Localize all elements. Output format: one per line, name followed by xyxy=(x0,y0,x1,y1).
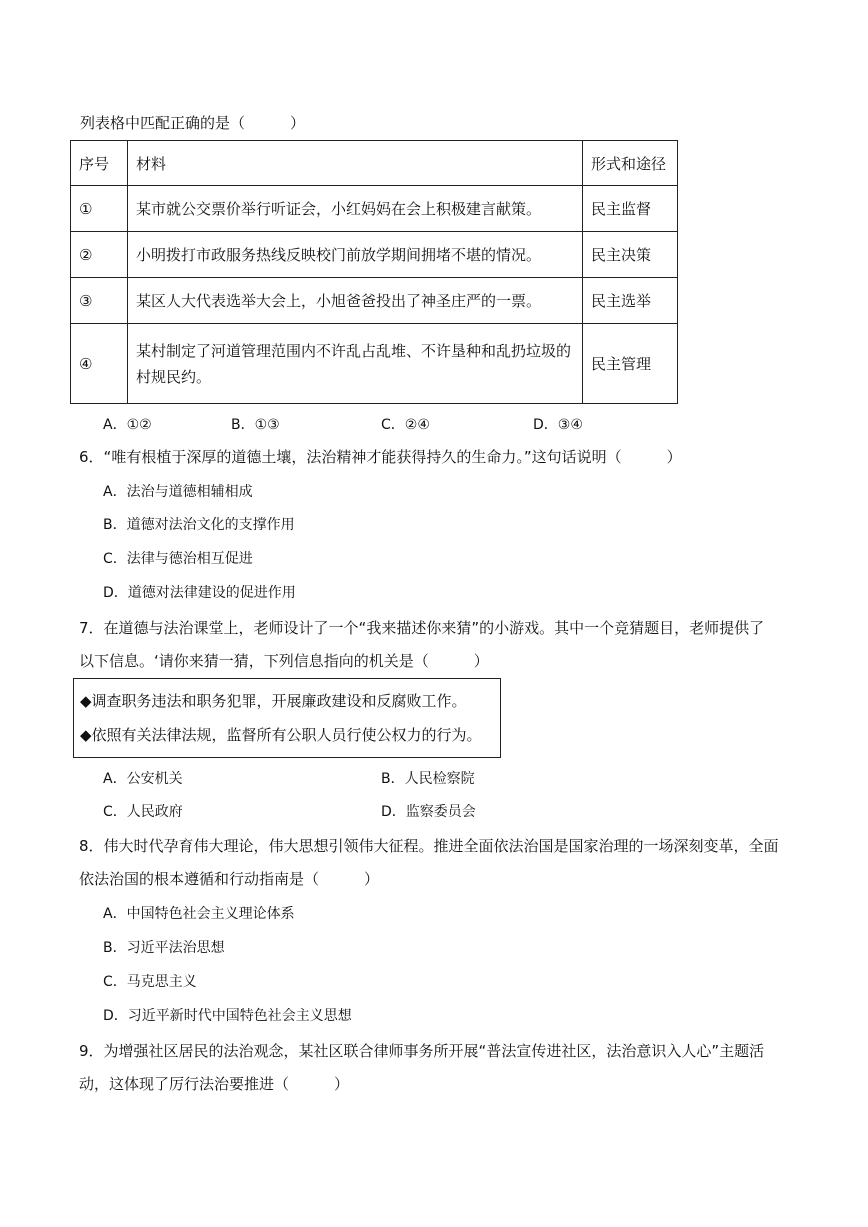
q8-stem-line2: 依法治国的根本遵循和行动指南是（ ） xyxy=(79,870,380,888)
option-d[interactable]: D．监察委员会 xyxy=(381,804,476,820)
row-form: 民主选举 xyxy=(583,278,678,324)
row-material: 某市就公交票价举行听证会，小红妈妈在会上积极建言献策。 xyxy=(128,186,583,232)
table-row xyxy=(71,278,678,324)
row-form: 民主管理 xyxy=(583,324,678,404)
info-item: ◆调查职务违法和职务犯罪，开展廉政建设和反腐败工作。 xyxy=(80,692,467,710)
table-row xyxy=(71,186,678,232)
q7-stem-line1: 7．在道德与法治课堂上，老师设计了一个“我来描述你来猜”的小游戏。其中一个竞猜题目，老师提供了 xyxy=(79,619,765,637)
row-material: 某村制定了河道管理范围内不许乱占乱堆、不许垦种和乱扔垃圾的 xyxy=(136,341,572,360)
header-num: 序号 xyxy=(71,141,128,186)
q9-stem-line1: 9．为增强社区居民的法治观念，某社区联合律师事务所开展“普法宣传进社区，法治意识入人心”主题活 xyxy=(79,1042,765,1060)
row-material: 某区人大代表选举大会上，小旭爸爸投出了神圣庄严的一票。 xyxy=(128,278,583,324)
option-a[interactable]: A．①② xyxy=(103,417,152,433)
table-row xyxy=(71,232,678,278)
q7-info-box xyxy=(73,678,501,758)
q6-stem: 6．“唯有根植于深厚的道德土壤，法治精神才能获得持久的生命力。”这句话说明（ ） xyxy=(79,448,682,466)
header-form: 形式和途径 xyxy=(583,141,678,186)
option-a[interactable]: A．公安机关 xyxy=(103,771,183,787)
row-num: ④ xyxy=(71,324,128,404)
row-num: ① xyxy=(71,186,128,232)
q9-stem-line2: 动，这体现了厉行法治要推进（ ） xyxy=(79,1075,350,1093)
q8-option-c[interactable]: C．马克思主义 xyxy=(103,974,197,990)
row-material-cell xyxy=(128,324,583,404)
table-header-row xyxy=(71,141,678,186)
option-b[interactable]: B．人民检察院 xyxy=(381,771,475,787)
option-b[interactable]: B．①③ xyxy=(231,417,280,433)
q8-stem-line1: 8．伟大时代孕育伟大理论，伟大思想引领伟大征程。推进全面依法治国是国家治理的一场深刻变革，全面 xyxy=(79,837,779,855)
q8-option-a[interactable]: A．中国特色社会主义理论体系 xyxy=(103,906,295,922)
row-num: ③ xyxy=(71,278,128,324)
row-form: 民主决策 xyxy=(583,232,678,278)
q5-stem: 列表格中匹配正确的是（ ） xyxy=(80,114,306,132)
q7-options-row1 xyxy=(103,768,603,788)
q7-options-row2 xyxy=(103,801,603,821)
header-material: 材料 xyxy=(128,141,583,186)
row-num: ② xyxy=(71,232,128,278)
q6-option-b[interactable]: B．道德对法治文化的支撑作用 xyxy=(103,517,295,533)
row-material: 小明拨打市政服务热线反映校门前放学期间拥堵不堪的情况。 xyxy=(128,232,583,278)
q8-option-d[interactable]: D．习近平新时代中国特色社会主义思想 xyxy=(103,1008,352,1024)
option-d[interactable]: D．③④ xyxy=(533,417,583,433)
q7-stem-line2: 以下信息。‘请你来猜一猜，下列信息指向的机关是（ ） xyxy=(79,652,489,670)
q6-option-a[interactable]: A．法治与道德相辅相成 xyxy=(103,484,253,500)
option-c[interactable]: C．②④ xyxy=(381,417,430,433)
q5-table xyxy=(70,140,678,404)
q8-option-b[interactable]: B．习近平法治思想 xyxy=(103,940,225,956)
option-c[interactable]: C．人民政府 xyxy=(103,804,183,820)
q6-option-c[interactable]: C．法律与德治相互促进 xyxy=(103,551,253,567)
row-material-cont: 村规民约。 xyxy=(136,367,212,386)
table-row xyxy=(71,324,678,404)
info-item: ◆依照有关法律法规，监督所有公职人员行使公权力的行为。 xyxy=(80,726,482,744)
q6-option-d[interactable]: D．道德对法律建设的促进作用 xyxy=(103,585,296,601)
row-form: 民主监督 xyxy=(583,186,678,232)
q5-options xyxy=(103,414,603,434)
